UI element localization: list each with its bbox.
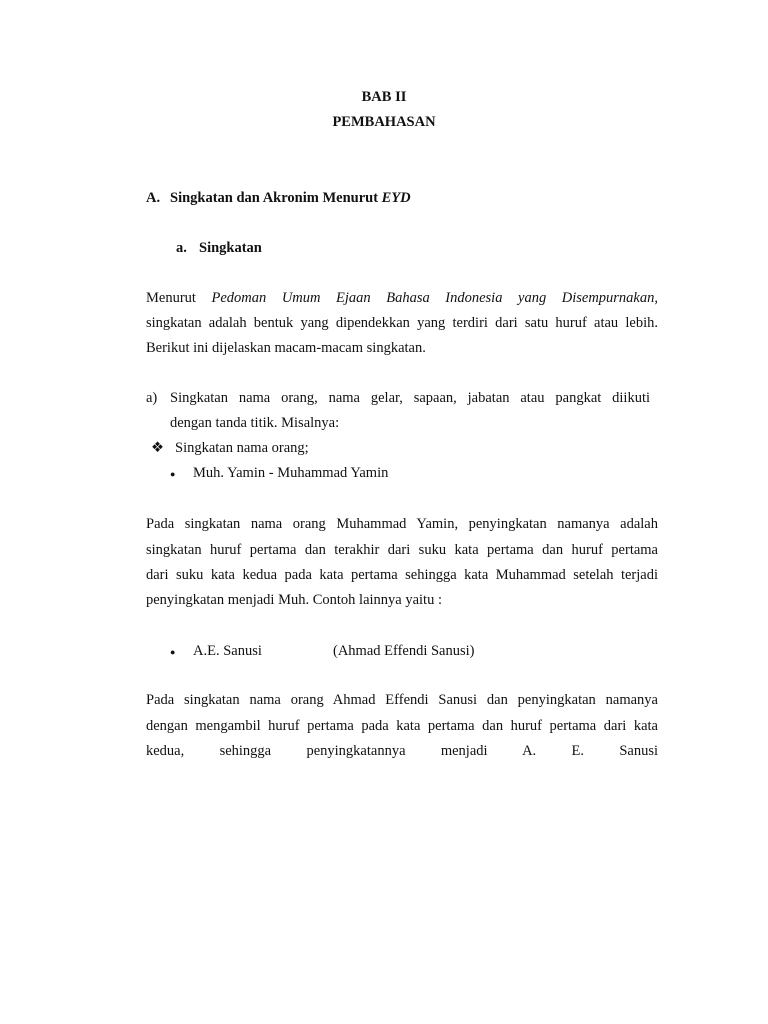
bullet-icon: ●	[170, 647, 176, 657]
para2-line-1: Pada singkatan nama orang Ahmad Effendi Sanusi dan penyingkatan namanya	[146, 692, 658, 708]
para2-line-2: dengan mengambil huruf pertama pada kata pertama dan huruf pertama dari kata	[146, 718, 658, 734]
intro-word: Menurut	[146, 290, 196, 306]
bullet-2-full: (Ahmad Effendi Sanusi)	[333, 643, 475, 659]
bullet-icon: ●	[170, 469, 176, 479]
subsection-marker: a.	[176, 240, 187, 256]
diamond-item-text: Singkatan nama orang;	[175, 440, 309, 456]
para1-line-2: singkatan huruf pertama dan terakhir dari suku kata pertama dan huruf pertama	[146, 542, 658, 558]
diamond-bullet-icon: ❖	[151, 440, 164, 456]
chapter-title: PEMBAHASAN	[332, 114, 436, 130]
chapter-heading: BAB II	[361, 89, 407, 105]
intro-comma: ,	[654, 290, 658, 306]
para1-line-3: dari suku kata kedua pada kata pertama sehingga kata Muhammad setelah terjadi	[146, 567, 658, 583]
para1-line-4: penyingkatan menjadi Muh. Contoh lainnya yaitu :	[146, 592, 442, 608]
list-a-line-2: dengan tanda titik. Misalnya:	[170, 415, 340, 431]
intro-line-2: singkatan adalah bentuk yang dipendekkan yang terdiri dari satu huruf atau lebih.	[146, 315, 658, 331]
section-title-text: Singkatan dan Akronim Menurut	[170, 190, 382, 206]
intro-line-3: Berikut ini dijelaskan macam-macam singkatan.	[146, 340, 426, 356]
section-title-italic: EYD	[381, 190, 411, 206]
para2-line-3: kedua, sehingga penyingkatannya menjadi A. E. Sanusi	[146, 743, 658, 759]
section-marker: A.	[146, 190, 161, 206]
bullet-2-abbr: A.E. Sanusi	[193, 643, 262, 659]
bullet-1-text: Muh. Yamin - Muhammad Yamin	[193, 465, 389, 481]
subsection-title: Singkatan	[199, 240, 262, 256]
intro-line-1	[146, 289, 658, 307]
para1-line-1: Pada singkatan nama orang Muhammad Yamin, penyingkatan namanya adalah	[146, 516, 658, 532]
section-title	[170, 189, 411, 207]
list-marker-a: a)	[146, 390, 158, 406]
intro-source-title: Pedoman Umum Ejaan Bahasa Indonesia yang Disempurnakan	[211, 290, 655, 306]
list-a-line-1: Singkatan nama orang, nama gelar, sapaan, jabatan atau pangkat diikuti	[170, 390, 650, 406]
